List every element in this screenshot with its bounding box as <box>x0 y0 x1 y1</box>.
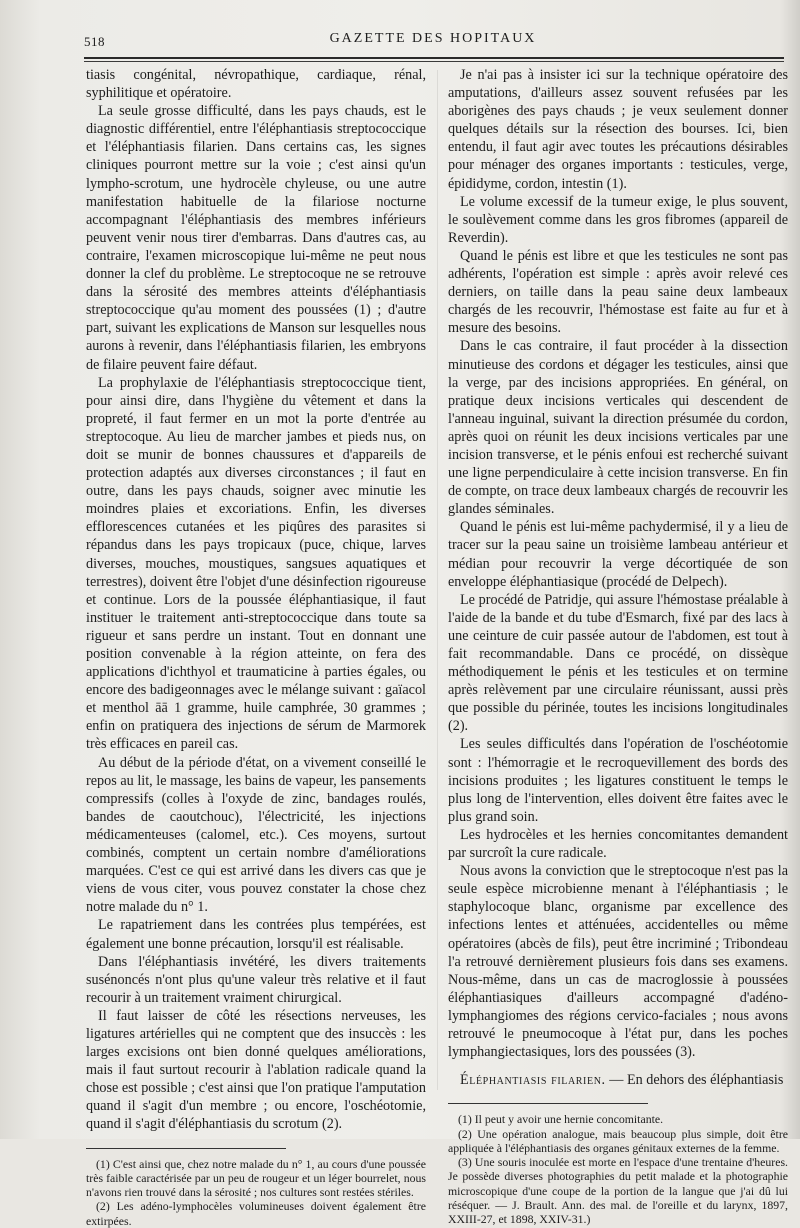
paragraph: Nous avons la conviction que le streptocoque n'est pas la seule espèce microbienne menant à l'éléphantiasis ; le staphylocoque blanc, organisme par excellence des infections lentes et atténuées, accidentelles ou même opératoires (abcès de fils), peut être incriminé ; Tribondeau l'a retrouvé dernièrement plusieurs fois dans ses examens. Nous-même, dans un cas de macroglossie à poussées éléphantiasiques d'ailleurs accompagné d'adéno-lymphangiomes des régions cervico-faciales ; nous avons retrouvé le pneumocoque à l'état pur, dans les poches lymphangiectasiques, lors des poussées (3). <box>448 863 788 1061</box>
paragraph: tiasis congénital, névropathique, cardiaque, rénal, syphilitique et opératoire. <box>86 67 426 102</box>
paragraph: Dans le cas contraire, il faut procéder à la dissection minutieuse des cordons et dégager les testicules, ainsi que la verge, par des incisions appropriées. En général, on pratique deux incisions verticales qui descendent de l'anneau inguinal, suivant la direction présumée du cordon, après quoi on réunit les deux incisions verticales par une incision transverse, et le pénis enfoui est recherché suivant une ligne perpendiculaire à cette incision transverse. En fin de compte, on trace deux lambeaux chargés de recouvrir les glandes séminales. <box>448 338 788 518</box>
paragraph: Les seules difficultés dans l'opération de l'oschéotomie sont : l'hémorragie et le recroquevillement des bords des incisions produites ; les ligatures constituent le temps le plus long de l'intervention, elles doivent être faites avec le plus grand soin. <box>448 736 788 825</box>
paragraph: Au début de la période d'état, on a vivement conseillé le repos au lit, le massage, les bains de vapeur, les pansements compressifs (colles à l'oxyde de zinc, bandages roulés, bandes de caoutchouc), l'électricité, les injections médicamenteuses (calomel, etc.). Ces moyens, surtout combinés, comptent un certain nombre d'améliorations marquées. C'est ce qui est arrivé dans les divers cas que je viens de vous citer, vous pouvez constater la chose chez notre malade du n° 1. <box>86 754 426 916</box>
header-rule-thin <box>84 61 784 62</box>
paragraph: La seule grosse difficulté, dans les pays chauds, est le diagnostic différentiel, entre l'éléphantiasis streptococcique et l'éléphantiasis filarien. Dans certains cas, les signes cliniques pourront mettre sur la voie ; c'est ainsi qu'un lympho-scrotum, une hydrocèle chyleuse, ou une autre manifestation habituelle de la filariose nocturne accompagnant l'éléphantiasis des membres inférieurs peuvent venir nous tirer d'embarras. Dans d'autres cas, au contraire, l'examen microscopique lui-même ne peut nous donner la clef du problème. Le streptocoque ne se retrouve dans la sérosité des membres atteints d'éléphantiasis streptococcique qu'au moment des poussées (1) ; d'autre part, suivant les explications de Manson sur lesquelles nous aurons à revenir, dans l'éléphantiasis filarien, les embryons de filaire peuvent faire défaut. <box>86 103 426 373</box>
page-number: 518 <box>84 34 105 49</box>
paragraph: Je n'ai pas à insister ici sur la technique opératoire des amputations, d'ailleurs assez souvent refusées par les aborigènes des pays chauds ; je veux seulement donner quelques détails sur la résection des bourses. Ici, bien entendu, il faut agir avec toutes les précautions désirables pour ménager des organes importants : testicules, verge, épididyme, cordon, intestin (1). <box>448 67 788 192</box>
paragraph: Les hydrocèles et les hernies concomitantes demandent par surcroît la cure radicale. <box>448 826 788 862</box>
paragraph: Quand le pénis est libre et que les testicules ne sont pas adhérents, l'opération est simple : après avoir relevé ces derniers, on taille dans la peau saine deux lambeaux chargés de les recouvrir, l'hémostase est faite au fur et à mesure des besoins. <box>448 247 788 337</box>
paragraph: Quand le pénis est lui-même pachydermisé, il y a lieu de tracer sur la peau saine un troisième lambeau antérieur et médian pour recouvrir la verge décortiquée de son enveloppe éléphantiasique (procédé de Delpech). <box>448 519 788 590</box>
header-rule-thick <box>84 57 784 59</box>
page-header <box>84 30 782 52</box>
footnote: (3) Une souris inoculée est morte en l'espace d'une trentaine d'heures. Je possède diverses photographies du petit malade et la photographie microscopique d'une coupe de la portion de la langue que j'ai dû lui réséquer. — J. Brault. Ann. des mal. de l'oreille et du larynx, 1897, XXIII-27, et 1898, XXIV-31.) <box>448 1155 788 1227</box>
left-column <box>86 66 426 1228</box>
footnote: (1) Il peut y avoir une hernie concomitante. <box>458 1112 664 1127</box>
right-column <box>448 66 788 1227</box>
section-subhead <box>448 1071 788 1089</box>
paragraph: Le procédé de Patridje, qui assure l'hémostase préalable à l'aide de la bande et du tube d'Esmarch, fixé par des lacs à une ceinture de cuir passée autour de l'abdomen, est tout à fait recommandable. Dans ce procédé, on dissèque méthodiquement le pénis et les testicules et on termine après relèvement par une circulaire réunissant, aussi près que possible du périnée, toutes les incisions longitudinales (2). <box>448 591 788 735</box>
footnote: (2) Les adéno-lymphocèles volumineuses doivent également être extirpées. <box>86 1199 426 1228</box>
subhead-label: Éléphantiasis filarien. <box>460 1072 606 1089</box>
running-title: GAZETTE DES HOPITAUX <box>329 31 537 46</box>
footnote: (2) Une opération analogue, mais beaucoup plus simple, doit être appliquée à l'éléphantiasis des organes génitaux externes de la femme. <box>448 1126 788 1155</box>
footnotes <box>448 1112 788 1226</box>
paragraph: La prophylaxie de l'éléphantiasis streptococcique tient, pour ainsi dire, dans l'hygiène du vêtement et dans la propreté, il faut fermer en un mot la porte d'entrée au streptocoque. Au lieu de marcher jambes et pieds nus, on doit se munir de bonnes chaussures et d'appareils de protection adaptés aux diverses circonstances ; il faut en outre, dans les pays chauds, soigner avec minutie les moindres plaies et excoriations. Enfin, les diverses efflorescences cutanées et les piqûres des parasites si répandus dans les pays tropicaux (puce, chique, larves diverses, mouches, moustiques, sangsues aquatiques et terrestres), doivent être l'objet d'une désinfection rigoureuse et continue. Lors de la poussée éléphantiasique, il faut instituer le traitement anti-streptococcique dans toute sa rigueur et sans perdre un instant. Tout en donnant une position convenable à la région atteinte, on fera des applications d'ichthyol et traumaticine à parties égales, ou encore des badigeonnages avec le mélange suivant : gaïacol et menthol āā 1 gramme, huile camphrée, 30 grammes ; enfin on pratiquera des injections de sérum de Marmorek très efficaces en pareil cas. <box>86 374 426 753</box>
subhead-text: — En dehors des éléphantiasis <box>605 1072 784 1089</box>
footnotes <box>86 1157 426 1228</box>
footnote-rule <box>86 1148 286 1149</box>
column-divider <box>437 70 438 1090</box>
paragraph: Le rapatriement dans les contrées plus tempérées, est également une bonne précaution, lorsqu'il est réalisable. <box>86 917 426 952</box>
footnote: (1) C'est ainsi que, chez notre malade du n° 1, au cours d'une poussée très faible caractérisée par un peu de rougeur et un léger bourrelet, nous n'avons rien trouvé dans la sérosité ; nos cultures sont restées stériles. <box>86 1156 426 1200</box>
paragraph: Il faut laisser de côté les résections nerveuses, les ligatures artérielles qui ne comptent que des insuccès : les larges excisions ont bien donné quelques améliorations, mais il faut surtout recourir à l'ablation radicale quand la chose est possible ; c'est ainsi que l'on pratique l'amputation quand il s'agit d'un membre ; ou encore, l'oschéotomie, quand il s'agit d'éléphantiasis du scrotum (2). <box>86 1007 426 1133</box>
paragraph: Dans l'éléphantiasis invétéré, les divers traitements susénoncés n'ont plus qu'une valeur très relative et il faut recourir à un traitement vraiment chirurgical. <box>86 953 426 1006</box>
footnote-rule <box>448 1103 648 1104</box>
paragraph: Le volume excessif de la tumeur exige, le plus souvent, le soulèvement comme dans les gros fibromes (appareil de Reverdin). <box>448 193 788 246</box>
